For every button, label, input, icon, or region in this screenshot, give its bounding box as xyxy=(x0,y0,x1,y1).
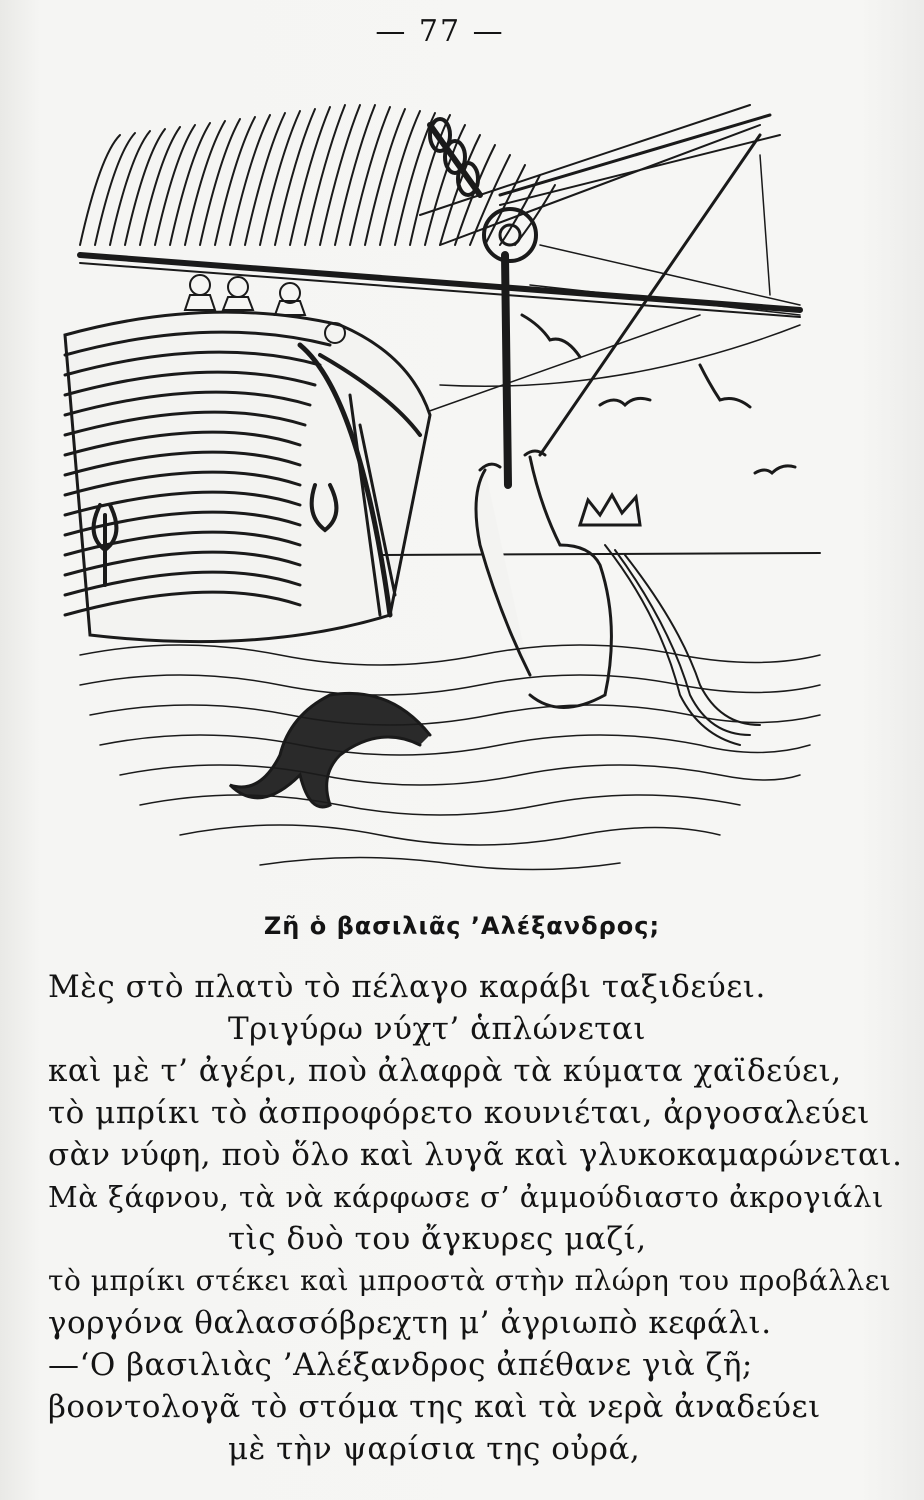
poem-line: —‘Ο βασιλιὰς ’Αλέξανδρος ἀπέθανε γιὰ ζῆ; xyxy=(48,1347,753,1383)
poem-line: Μὲς στὸ πλατὺ τὸ πέλαγο καράβι ταξιδεύει. xyxy=(48,969,766,1005)
poem-line: μὲ τὴν ψαρίσια της οὐρά, xyxy=(228,1431,641,1467)
poem-line: Μὰ ξάφνου, τὰ νὰ κάρφωσε σ’ ἀμμούδιαστο ἀκρογιάλι xyxy=(48,1180,884,1214)
poem-line: τὸ μπρίκι τὸ ἀσπροφόρετο κουνιέται, ἀργοσαλεύει xyxy=(48,1095,870,1131)
waves xyxy=(80,645,820,870)
mermaid-ship-illustration xyxy=(60,95,830,885)
poem-line: τὶς δυὸ του ἄγκυρες μαζί, xyxy=(228,1221,647,1257)
poem-line: καὶ μὲ τ’ ἀγέρι, ποὺ ἀλαφρὰ τὰ κύματα χαϊδεύει, xyxy=(48,1053,842,1089)
ship-hull xyxy=(65,312,430,642)
poem-line: γοργόνα θαλασσόβρεχτη μ’ ἀγριωπὸ κεφάλι. xyxy=(48,1305,772,1341)
poem-line: βοοντολογᾶ τὸ στόμα της καὶ τὰ νερὰ ἀναδεύει xyxy=(48,1389,821,1425)
sail-hatching xyxy=(80,105,555,245)
poem-title: Ζῆ ὁ βασιλιᾶς ’Αλέξανδρος; xyxy=(263,912,661,940)
poem-line: Τριγύρω νύχτ’ ἁπλώνεται xyxy=(228,1011,646,1047)
mermaid xyxy=(476,451,760,745)
page-number: — 77 — xyxy=(375,14,505,49)
poem-line: σὰν νύφη, ποὺ ὅλο καὶ λυγᾶ καὶ γλυκοκαμαρώνεται. xyxy=(48,1137,903,1173)
poem-line: τὸ μπρίκι στέκει καὶ μπροστὰ στὴν πλώρη του προβάλλει xyxy=(48,1264,892,1297)
seagulls xyxy=(522,315,795,473)
